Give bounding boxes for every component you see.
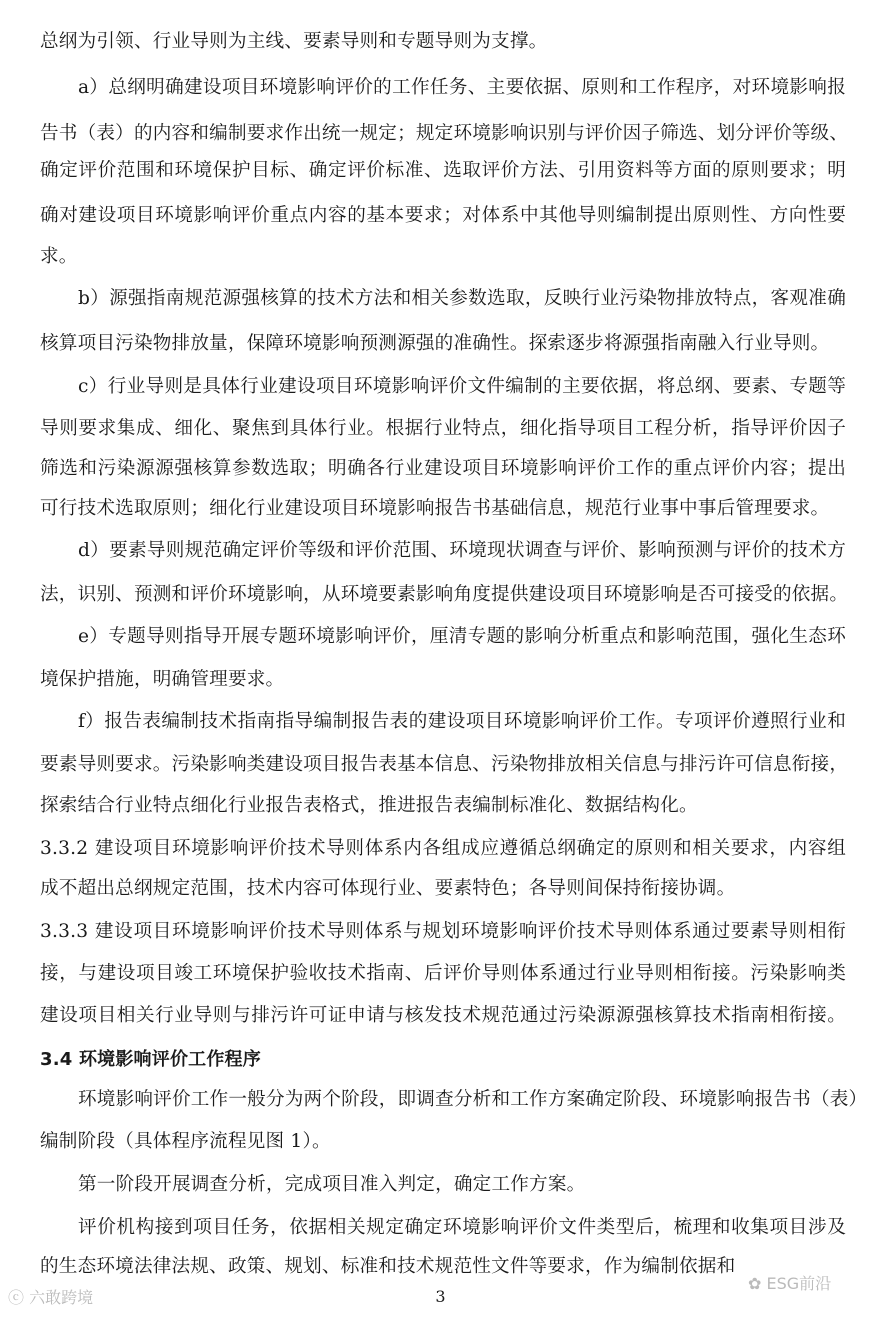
text-line: f）报告表编制技术指南指导编制报告表的建设项目环境影响评价工作。专项评价遵照行业和 — [78, 711, 846, 732]
text-line: a）总纲明确建设项目环境影响评价的工作任务、主要依据、原则和工作程序，对环境影响报 — [78, 77, 846, 98]
watermark-left-text: 六敢跨境 — [29, 1288, 94, 1307]
wechat-icon: ✿ — [748, 1274, 762, 1293]
watermark-right — [748, 1274, 831, 1294]
watermark-left — [8, 1288, 93, 1308]
text-line: 环境影响评价工作一般分为两个阶段，即调查分析和工作方案确定阶段、环境影响报告书（表） — [78, 1089, 868, 1110]
text-line: 评价机构接到项目任务，依据相关规定确定环境影响评价文件类型后，梳理和收集项目涉及 — [78, 1217, 846, 1238]
text-line: 总纲为引领、行业导则为主线、要素导则和专题导则为支撑。 — [40, 31, 548, 52]
text-line: d）要素导则规范确定评价等级和评价范围、环境现状调查与评价、影响预测与评价的技术方 — [78, 540, 846, 561]
text-line: 求。 — [40, 246, 78, 267]
text-line: 确定评价范围和环境保护目标、确定评价标准、选取评价方法、引用资料等方面的原则要求；明 — [40, 160, 846, 181]
text-line: 3.3.3 建设项目环境影响评价技术导则体系与规划环境影响评价技术导则体系通过要素导则相衔 — [40, 921, 846, 942]
page-number: 3 — [435, 1287, 446, 1306]
text-line: b）源强指南规范源强核算的技术方法和相关参数选取，反映行业污染物排放特点，客观准确 — [78, 288, 846, 309]
text-line: 核算项目污染物排放量，保障环境影响预测源强的准确性。探索逐步将源强指南融入行业导则。 — [40, 333, 830, 354]
text-line: 境保护措施，明确管理要求。 — [40, 669, 285, 690]
text-line: 的生态环境法律法规、政策、规划、标准和技术规范性文件等要求，作为编制依据和 — [40, 1256, 736, 1277]
text-line: 告书（表）的内容和编制要求作出统一规定；规定环境影响识别与评价因子筛选、划分评价等级、 — [40, 123, 849, 144]
text-line: 筛选和污染源源强核算参数选取；明确各行业建设项目环境影响评价工作的重点评价内容；提出 — [40, 458, 846, 479]
text-line: 编制阶段（具体程序流程见图 1）。 — [40, 1131, 331, 1152]
text-line: c）行业导则是具体行业建设项目环境影响评价文件编制的主要依据，将总纲、要素、专题等 — [78, 376, 846, 397]
text-line: 3.3.2 建设项目环境影响评价技术导则体系内各组成应遵循总纲确定的原则和相关要求，内容组 — [40, 838, 846, 859]
text-line: 法，识别、预测和评价环境影响，从环境要素影响角度提供建设项目环境影响是否可接受的依据。 — [40, 584, 849, 605]
watermark-logo-icon: ⓒ — [8, 1288, 25, 1307]
text-line: 第一阶段开展调查分析，完成项目准入判定，确定工作方案。 — [78, 1174, 586, 1195]
text-line: 要素导则要求。污染影响类建设项目报告表基本信息、污染物排放相关信息与排污许可信息衔接， — [40, 754, 849, 775]
text-line: 探索结合行业特点细化行业报告表格式，推进报告表编制标准化、数据结构化。 — [40, 795, 698, 816]
text-line: 导则要求集成、细化、聚焦到具体行业。根据行业特点，细化指导项目工程分析，指导评价因子 — [40, 418, 846, 439]
section-heading: 3.4 环境影响评价工作程序 — [40, 1049, 261, 1070]
text-line: 可行技术选取原则；细化行业建设项目环境影响报告书基础信息，规范行业事中事后管理要求。 — [40, 498, 830, 519]
text-line: 接，与建设项目竣工环境保护验收技术指南、后评价导则体系通过行业导则相衔接。污染影响类 — [40, 963, 846, 984]
text-line: e）专题导则指导开展专题环境影响评价，厘清专题的影响分析重点和影响范围，强化生态环 — [78, 626, 846, 647]
text-line: 建设项目相关行业导则与排污许可证申请与核发技术规范通过污染源源强核算技术指南相衔接。 — [40, 1005, 846, 1026]
watermark-right-text: ESG前沿 — [766, 1274, 832, 1293]
text-line: 确对建设项目环境影响评价重点内容的基本要求；对体系中其他导则编制提出原则性、方向性要 — [40, 205, 846, 226]
text-line: 成不超出总纲规定范围，技术内容可体现行业、要素特色；各导则间保持衔接协调。 — [40, 878, 736, 899]
